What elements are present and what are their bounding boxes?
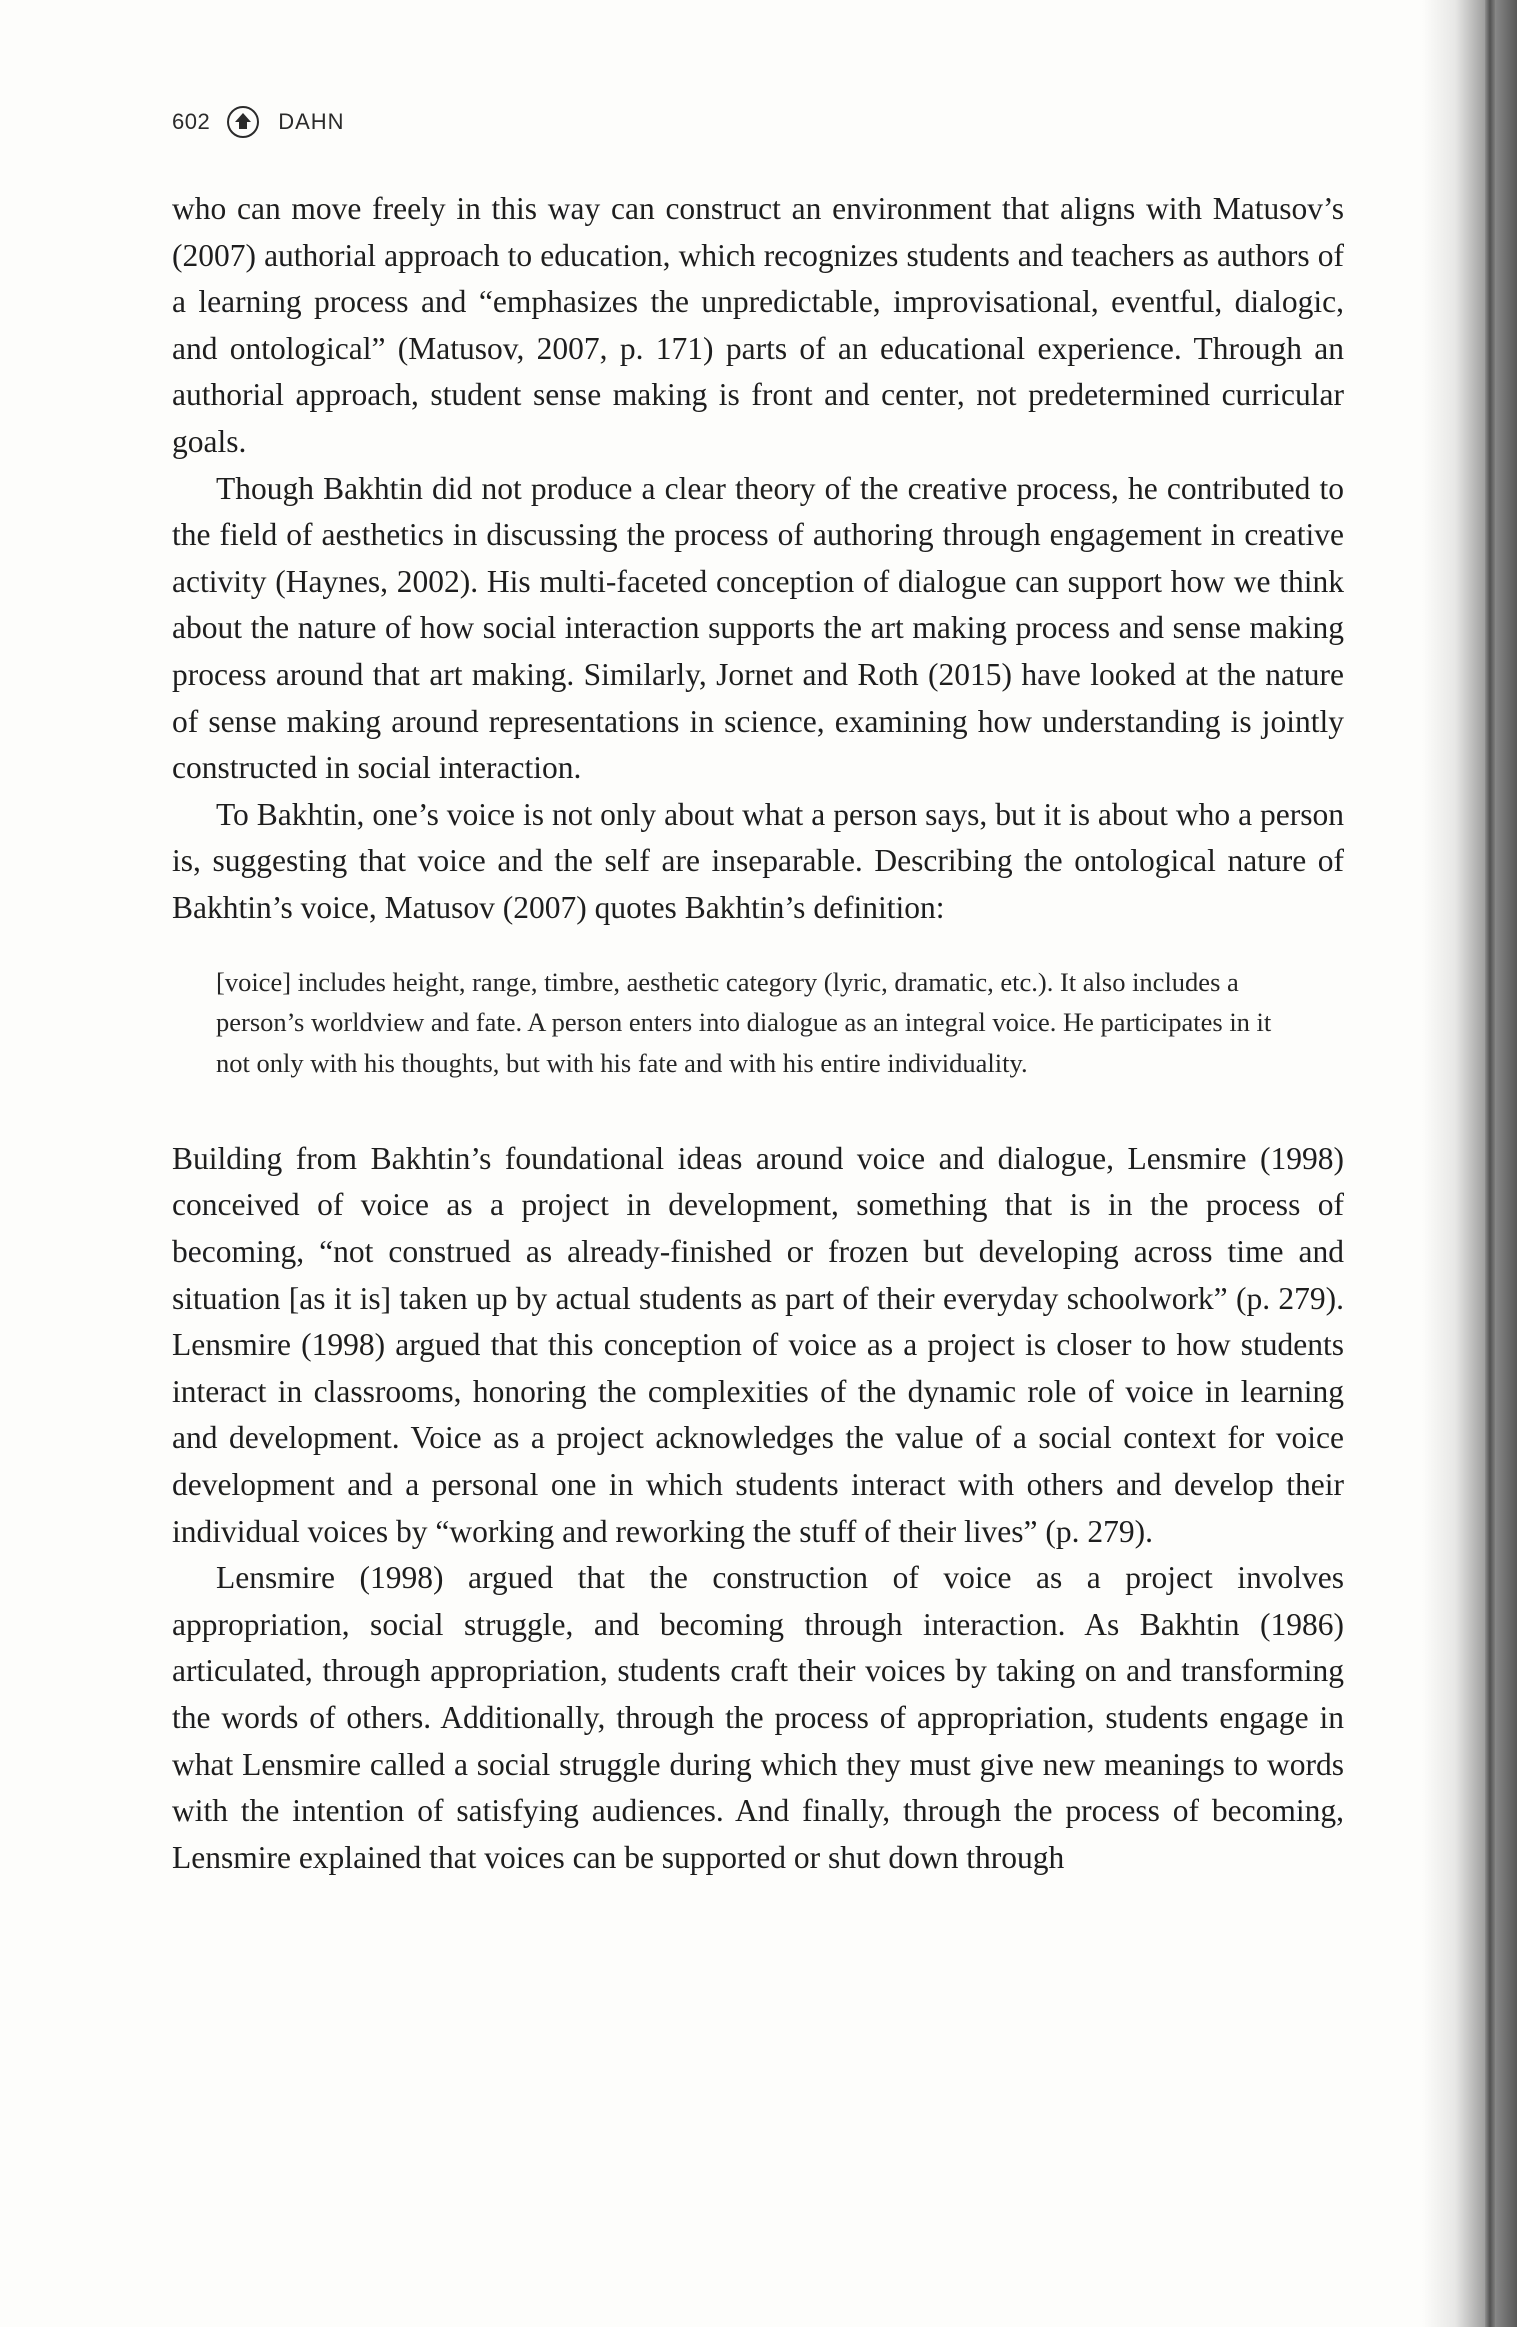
paragraph-continued: who can move freely in this way can construct an environment that aligns with Matusov’s (2007) authorial approach to education, which recognizes students and teachers as authors of a learning process and “emphasizes the unpredictable, improvisational, eventful, dialogic, and ontological” (Matusov, 2007, p. 171) parts of an educational experience. Through an authorial approach, student sense making is front and center, not predetermined curricular goals. <box>172 191 1344 459</box>
paragraph: Building from Bakhtin’s foundational ideas around voice and dialogue, Lensmire (1998) conceived of voice as a project in development, something that is in the process of becoming, “not construed as already-finished or frozen but developing across time and situation [as it is] taken up by actual students as part of their everyday schoolwork” (p. 279). Lensmire (1998) argued that this conception of voice as a project is closer to how students interact in classrooms, honoring the complexities of the dynamic role of voice in learning and development. Voice as a project acknowledges the value of a social context for voice development and a personal one in which students interact with others and develop their individual voices by “working and reworking the stuff of their lives” (p. 279). <box>172 1140 1344 1549</box>
body-text <box>172 186 1344 1881</box>
running-title: DAHN <box>278 109 345 134</box>
paragraph: Lensmire (1998) argued that the construction of voice as a project involves appropriation, social struggle, and becoming through interaction. As Bakhtin (1986) articulated, through appropriation, students craft their voices by taking on and transforming the words of others. Additionally, through the process of appropriation, students engage in what Lensmire called a social struggle during which they must give new meanings to words with the intention of satisfying audiences. And finally, through the process of becoming, Lensmire explained that voices can be supported or shut down through <box>172 1560 1344 1875</box>
block-quote: [voice] includes height, range, timbre, aesthetic category (lyric, dramatic, etc.). It also includes a person’s worldview and fate. A person enters into dialogue as an integral voice. He participates in it not only with his thoughts, but with his fate and with his entire individuality. <box>216 966 1272 1079</box>
journal-logo-icon <box>226 105 260 139</box>
running-head <box>172 103 345 141</box>
page-gutter-shadow <box>1422 0 1517 2327</box>
paragraph: To Bakhtin, one’s voice is not only about what a person says, but it is about who a person is, suggesting that voice and the self are inseparable. Describing the ontological nature of Bakhtin’s voice, Matusov (2007) quotes Bakhtin’s definition: <box>172 796 1344 925</box>
paragraph: Though Bakhtin did not produce a clear theory of the creative process, he contributed to the field of aesthetics in discussing the process of authoring through engagement in creative activity (Haynes, 2002). His multi-faceted conception of dialogue can support how we think about the nature of how social interaction supports the art making process and sense making process around that art making. Similarly, Jornet and Roth (2015) have looked at the nature of sense making around representations in science, examining how understanding is jointly constructed in social interaction. <box>172 470 1344 786</box>
page-number: 602 <box>172 109 211 134</box>
page-edge <box>1485 0 1495 2327</box>
